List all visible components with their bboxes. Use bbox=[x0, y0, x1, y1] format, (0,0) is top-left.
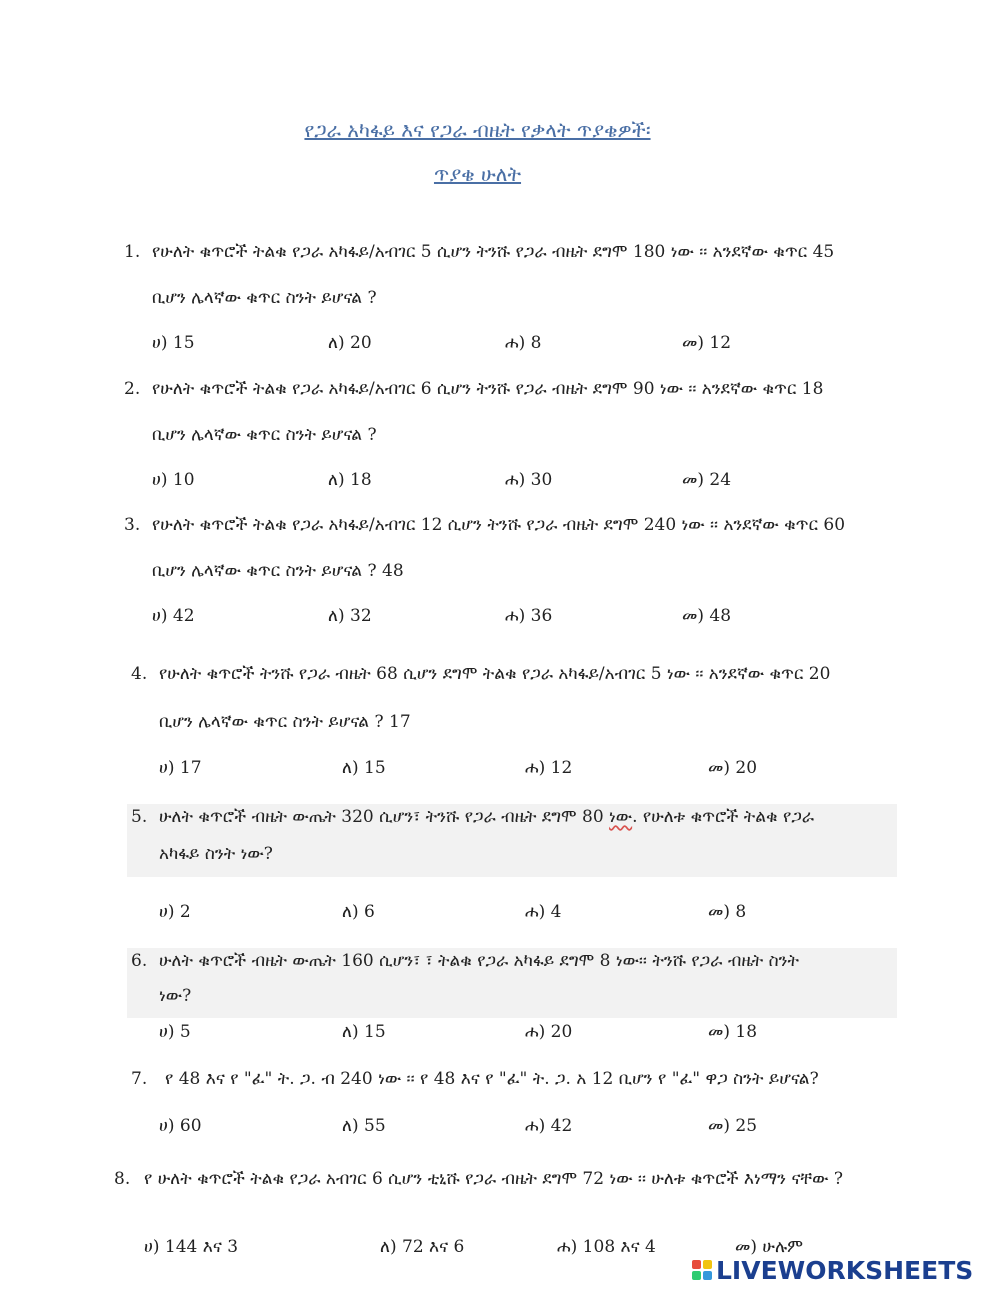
option-a[interactable]: ሀ) 10 bbox=[152, 470, 195, 490]
question-text: ሁለት ቁጥሮች ብዜት ውጤት 320 ሲሆን፣ ትንሹ የጋራ ብዜት ደግሞ 80 bbox=[159, 807, 610, 827]
option-c[interactable]: ሐ) 36 bbox=[505, 606, 553, 626]
question-text: የ 48 እና የ "ፈ" ት. ጋ. ብ 240 ነው ፡፡ የ 48 እና የ "ፈ" ት. ጋ. አ 12 ቢሆን የ "ፈ" ዋጋ ስንት ይሆናል? bbox=[165, 1069, 819, 1089]
question-text: የሁለት ቁጥሮች ትንሹ የጋራ ብዜት 68 ሲሆን ደግሞ ትልቁ የጋራ አካፋይ/አብገር 5 ነው ፡፡ አንደኛው ቁጥር 20 bbox=[159, 664, 831, 684]
option-d[interactable]: መ) 20 bbox=[708, 758, 758, 778]
spellcheck-flagged-word: ነው bbox=[609, 807, 633, 827]
question-text-continued: ቢሆን ሌላኛው ቁጥር ስንት ይሆናል ? bbox=[152, 425, 377, 445]
option-d[interactable]: መ) 8 bbox=[708, 902, 747, 922]
question-number: 5. bbox=[131, 807, 148, 827]
question-text-continued: አካፋይ ስንት ነው? bbox=[159, 844, 273, 864]
question-text-end: . የሁለቱ ቁጥሮች ትልቁ የጋራ bbox=[632, 807, 815, 827]
question-number: 7. bbox=[131, 1069, 148, 1089]
question-text: የሁለት ቁጥሮች ትልቁ የጋራ አካፋይ/አብገር 12 ሲሆን ትንሹ የጋራ ብዜት ደግሞ 240 ነው ፡፡ አንደኛው ቁጥር 60 bbox=[152, 515, 846, 535]
option-c[interactable]: ሐ) 108 እና 4 bbox=[557, 1237, 656, 1257]
question-number: 2. bbox=[124, 379, 141, 399]
question-text: ሁለት ቁጥሮች ብዜት ውጤት 160 ሲሆን፣ ፣ ትልቁ የጋራ አካፋይ ደግሞ 8 ነው፡፡ ትንሹ የጋራ ብዜት ስንት bbox=[159, 951, 799, 971]
question-text-continued: ቢሆን ሌላኛው ቁጥር ስንት ይሆናል ? 17 bbox=[159, 712, 411, 732]
option-d[interactable]: መ) 48 bbox=[682, 606, 732, 626]
question-text-continued: ቢሆን ሌላኛው ቁጥር ስንት ይሆናል ? 48 bbox=[152, 561, 404, 581]
question-number: 6. bbox=[131, 951, 148, 971]
option-d[interactable]: መ) 24 bbox=[682, 470, 732, 490]
option-a[interactable]: ሀ) 60 bbox=[159, 1116, 202, 1136]
option-b[interactable]: ለ) 55 bbox=[342, 1116, 386, 1136]
option-c[interactable]: ሐ) 4 bbox=[525, 902, 562, 922]
option-b[interactable]: ለ) 32 bbox=[328, 606, 372, 626]
option-b[interactable]: ለ) 18 bbox=[328, 470, 372, 490]
worksheet-title: የጋራ አካፋይ እና የጋራ ብዜት የቃላት ጥያቄዎች፡ bbox=[304, 118, 651, 142]
worksheet-subtitle: ጥያቄ ሁለት bbox=[433, 162, 522, 186]
option-a[interactable]: ሀ) 144 እና 3 bbox=[144, 1237, 239, 1257]
option-a[interactable]: ሀ) 15 bbox=[152, 333, 195, 353]
liveworksheets-logo bbox=[692, 1255, 973, 1285]
question-text: የ ሁለት ቁጥሮች ትልቁ የጋራ አብገር 6 ሲሆን ቲኒሹ የጋራ ብዜት ደግሞ 72 ነው ፡፡ ሁለቱ ቁጥሮች እነማን ናቸው ? bbox=[144, 1169, 843, 1189]
option-a[interactable]: ሀ) 17 bbox=[159, 758, 202, 778]
question-text: የሁለት ቁጥሮች ትልቁ የጋራ አካፋይ/አብገር 5 ሲሆን ትንሹ የጋራ ብዜት ደግሞ 180 ነው ፡፡ አንደኛው ቁጥር 45 bbox=[152, 242, 835, 262]
option-c[interactable]: ሐ) 12 bbox=[525, 758, 573, 778]
option-c[interactable]: ሐ) 8 bbox=[505, 333, 542, 353]
question-number: 3. bbox=[124, 515, 141, 535]
question-number: 8. bbox=[114, 1169, 131, 1189]
logo-text: LIVEWORKSHEETS bbox=[716, 1255, 974, 1285]
option-c[interactable]: ሐ) 42 bbox=[525, 1116, 573, 1136]
option-c[interactable]: ሐ) 20 bbox=[525, 1022, 573, 1042]
question-number: 4. bbox=[131, 664, 148, 684]
option-b[interactable]: ለ) 15 bbox=[342, 1022, 386, 1042]
option-b[interactable]: ለ) 72 እና 6 bbox=[380, 1237, 465, 1257]
option-d[interactable]: መ) 18 bbox=[708, 1022, 758, 1042]
option-c[interactable]: ሐ) 30 bbox=[505, 470, 553, 490]
option-b[interactable]: ለ) 15 bbox=[342, 758, 386, 778]
option-a[interactable]: ሀ) 42 bbox=[152, 606, 195, 626]
option-b[interactable]: ለ) 20 bbox=[328, 333, 372, 353]
question-text: የሁለት ቁጥሮች ትልቁ የጋራ አካፋይ/አብገር 6 ሲሆን ትንሹ የጋራ ብዜት ደግሞ 90 ነው ፡፡ አንደኛው ቁጥር 18 bbox=[152, 379, 824, 399]
logo-grid-icon bbox=[692, 1260, 712, 1280]
option-d[interactable]: መ) 12 bbox=[682, 333, 732, 353]
option-d[interactable]: መ) 25 bbox=[708, 1116, 758, 1136]
option-a[interactable]: ሀ) 2 bbox=[159, 902, 191, 922]
question-number: 1. bbox=[124, 242, 141, 262]
question-text-continued: ቢሆን ሌላኛው ቁጥር ስንት ይሆናል ? bbox=[152, 288, 377, 308]
option-b[interactable]: ለ) 6 bbox=[342, 902, 375, 922]
option-a[interactable]: ሀ) 5 bbox=[159, 1022, 191, 1042]
question-text-continued: ነው? bbox=[159, 986, 192, 1006]
option-d[interactable]: መ) ሁሉም bbox=[735, 1237, 803, 1257]
